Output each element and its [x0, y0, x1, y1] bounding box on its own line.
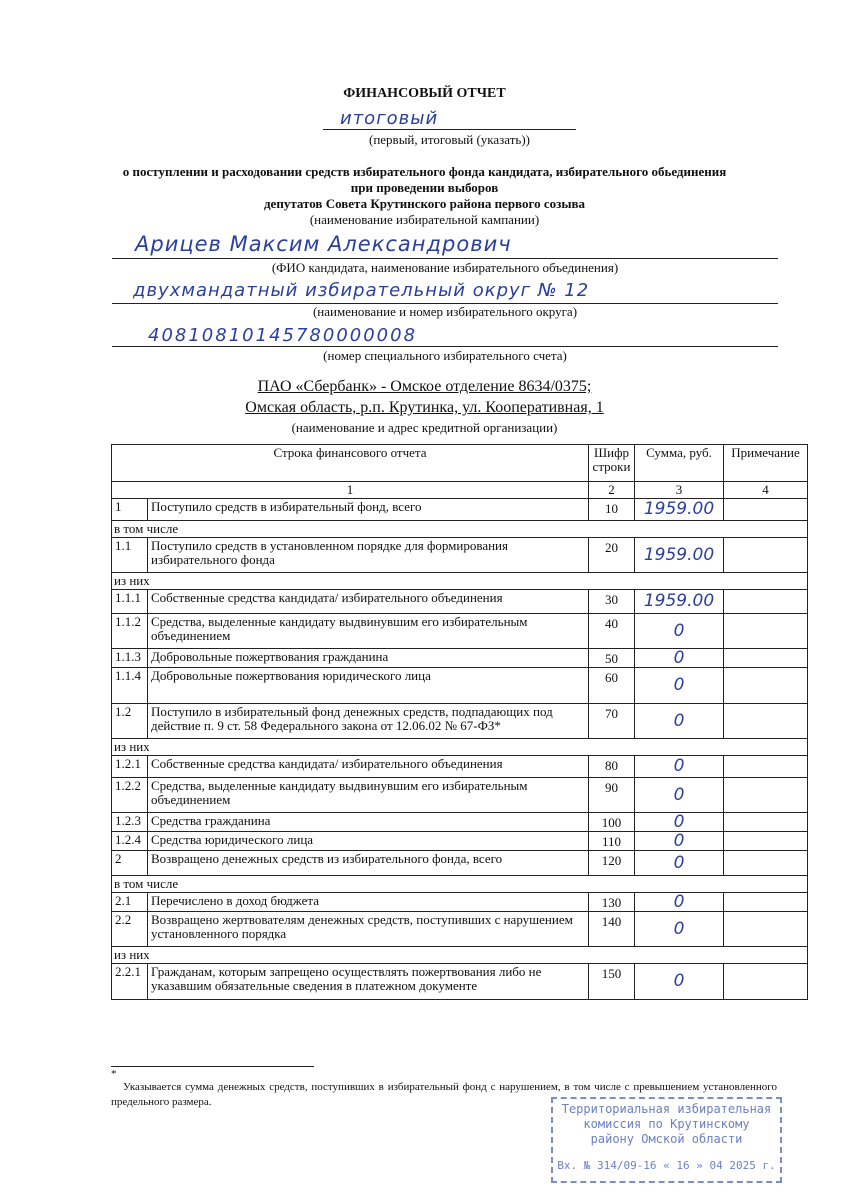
row-note [724, 538, 808, 573]
row-note [724, 832, 808, 851]
header-row-label: Строка финансового отчета [112, 445, 589, 482]
row-label: Возвращено жертвователям денежных средств, поступивших с нарушением установленного порядка [148, 912, 589, 947]
bank-address: Омская область, р.п. Крутинка, ул. Кооперативная, 1 [245, 399, 604, 416]
row-note [724, 813, 808, 832]
handwritten-sum: 1959.00 [643, 499, 715, 519]
row-note [724, 778, 808, 813]
row-number: 1.2.2 [112, 778, 148, 813]
account-underline [112, 346, 778, 347]
table-row [112, 649, 808, 668]
table-row [112, 912, 808, 947]
table-row [112, 590, 808, 614]
row-label: Поступило средств в избирательный фонд, всего [148, 499, 589, 521]
row-code: 110 [589, 832, 635, 851]
row-label: Перечислено в доход бюджета [148, 893, 589, 912]
account-caption: (номер специального избирательного счета) [323, 348, 567, 363]
row-sum [635, 614, 724, 649]
row-code: 20 [589, 538, 635, 573]
row-code: 140 [589, 912, 635, 947]
table-row [112, 756, 808, 778]
table-row [112, 704, 808, 739]
report-kind-underline [323, 129, 576, 130]
footnote-text: Указывается сумма денежных средств, поступивших в избирательный фонд с нарушением, в том числе с превышением установленного предельного размера. [111, 1081, 777, 1108]
handwritten-sum: 0 [673, 811, 685, 832]
section-label: из них [112, 947, 808, 964]
row-sum [635, 590, 724, 614]
index-cell-3: 3 [635, 482, 724, 499]
candidate-name-value: Арицев Максим Александрович [135, 232, 512, 256]
row-sum [635, 649, 724, 668]
row-number: 1 [112, 499, 148, 521]
row-label: Поступило средств в установленном порядке для формирования избирательного фонда [148, 538, 589, 573]
row-note [724, 851, 808, 876]
handwritten-sum: 1959.00 [643, 544, 715, 565]
header-note: Примечание [724, 445, 808, 482]
table-row [112, 614, 808, 649]
row-sum [635, 538, 724, 573]
row-note [724, 668, 808, 704]
row-number: 1.2 [112, 704, 148, 739]
row-label: Средства, выделенные кандидату выдвинувшим его избирательным объединением [148, 778, 589, 813]
row-code: 70 [589, 704, 635, 739]
stamp-line-4: Вх. № 314/09-16 « 16 » 04 2025 г. [557, 1159, 776, 1172]
row-number: 1.2.3 [112, 813, 148, 832]
handwritten-sum: 0 [673, 784, 685, 805]
row-sum [635, 893, 724, 912]
financial-report-table [111, 444, 808, 1000]
row-sum [635, 851, 724, 876]
subject-line-1: о поступлении и расходовании средств избирательного фонда кандидата, избирательного обьединения [122, 164, 727, 179]
row-number: 1.1.2 [112, 614, 148, 649]
table-section-row [112, 876, 808, 893]
row-sum [635, 499, 724, 521]
row-note [724, 704, 808, 739]
campaign-caption: (наименование избирательной кампании) [309, 212, 540, 227]
table-row [112, 778, 808, 813]
row-number: 1.1.3 [112, 649, 148, 668]
handwritten-sum: 0 [673, 852, 685, 873]
row-number: 1.1 [112, 538, 148, 573]
table-header-row [112, 445, 808, 482]
index-cell-2: 2 [589, 482, 635, 499]
row-label: Возвращено денежных средств из избирательного фонда, всего [148, 851, 589, 876]
row-note [724, 912, 808, 947]
subject-line-3: депутатов Совета Крутинского района первого созыва [263, 196, 585, 211]
table-row [112, 538, 808, 573]
stamp-line-2: комиссия по Крутинскому [583, 1117, 750, 1131]
index-cell-4: 4 [724, 482, 808, 499]
row-code: 60 [589, 668, 635, 704]
table-section-row [112, 947, 808, 964]
row-note [724, 499, 808, 521]
row-sum [635, 964, 724, 1000]
row-sum [635, 668, 724, 704]
footnote-separator [111, 1066, 314, 1067]
section-label: из них [112, 739, 808, 756]
handwritten-sum: 0 [673, 756, 685, 776]
row-sum [635, 704, 724, 739]
handwritten-sum: 0 [673, 620, 685, 641]
section-label: из них [112, 573, 808, 590]
handwritten-sum: 0 [673, 647, 685, 668]
row-sum [635, 756, 724, 778]
row-number: 2.2 [112, 912, 148, 947]
row-code: 80 [589, 756, 635, 778]
row-label: Поступило в избирательный фонд денежных средств, подпадающих под действие п. 9 ст. 58 Федерального закона от 12.06.02 № 67-ФЗ* [148, 704, 589, 739]
row-label: Гражданам, которым запрещено осуществлять пожертвования либо не указавшим обязательные сведения в платежном документе [148, 964, 589, 1000]
row-label: Добровольные пожертвования гражданина [148, 649, 589, 668]
row-code: 50 [589, 649, 635, 668]
row-note [724, 964, 808, 1000]
header-sum: Сумма, руб. [635, 445, 724, 482]
row-note [724, 614, 808, 649]
row-label: Средства, выделенные кандидату выдвинувшим его избирательным объединением [148, 614, 589, 649]
candidate-caption: (ФИО кандидата, наименование избирательного объединения) [271, 260, 619, 275]
table-row [112, 499, 808, 521]
handwritten-sum: 0 [673, 891, 685, 912]
handwritten-sum: 0 [673, 710, 685, 731]
report-title: ФИНАНСОВЫЙ ОТЧЕТ [343, 86, 506, 101]
bank-name: ПАО «Сбербанк» - Омское отделение 8634/0375; [257, 378, 592, 395]
row-sum [635, 778, 724, 813]
registration-stamp [551, 1097, 782, 1183]
header-code: Шифр строки [589, 445, 635, 482]
table-row [112, 668, 808, 704]
row-number: 1.1.4 [112, 668, 148, 704]
row-code: 120 [589, 851, 635, 876]
table-row [112, 964, 808, 1000]
row-number: 1.2.1 [112, 756, 148, 778]
row-number: 2.2.1 [112, 964, 148, 1000]
table-section-row [112, 739, 808, 756]
row-sum [635, 832, 724, 851]
table-row [112, 832, 808, 851]
account-number-value: 40810810145780000008 [148, 325, 418, 346]
subject-line-2: при проведении выборов [350, 180, 499, 195]
row-code: 130 [589, 893, 635, 912]
district-value: двухмандатный избирательный округ № 12 [133, 280, 590, 301]
row-number: 2 [112, 851, 148, 876]
handwritten-sum: 0 [673, 830, 685, 851]
row-note [724, 590, 808, 614]
section-label: в том числе [112, 876, 808, 893]
row-label: Средства юридического лица [148, 832, 589, 851]
row-label: Собственные средства кандидата/ избирательного объединения [148, 756, 589, 778]
table-section-row [112, 573, 808, 590]
row-note [724, 756, 808, 778]
footnote-mark: * [111, 1068, 117, 1080]
row-code: 40 [589, 614, 635, 649]
row-label: Собственные средства кандидата/ избирательного объединения [148, 590, 589, 614]
row-code: 100 [589, 813, 635, 832]
row-number: 1.2.4 [112, 832, 148, 851]
stamp-line-1: Территориальная избирательная [561, 1102, 772, 1116]
table-row [112, 893, 808, 912]
table-section-row [112, 521, 808, 538]
row-sum [635, 813, 724, 832]
section-label: в том числе [112, 521, 808, 538]
handwritten-sum: 0 [673, 971, 685, 991]
candidate-underline [112, 258, 778, 259]
handwritten-sum: 0 [673, 675, 685, 695]
row-code: 90 [589, 778, 635, 813]
table-index-row [112, 482, 808, 499]
stamp-line-3: району Омской области [590, 1132, 743, 1146]
report-kind-caption: (первый, итоговый (указать)) [369, 132, 530, 147]
bank-caption: (наименование и адрес кредитной организации) [291, 420, 558, 435]
table-row [112, 813, 808, 832]
row-number: 2.1 [112, 893, 148, 912]
handwritten-sum: 1959.00 [643, 591, 715, 611]
row-code: 30 [589, 590, 635, 614]
district-caption: (наименование и номер избирательного округа) [312, 304, 578, 319]
row-sum [635, 912, 724, 947]
table-row [112, 851, 808, 876]
row-code: 150 [589, 964, 635, 1000]
row-label: Добровольные пожертвования юридического лица [148, 668, 589, 704]
index-cell-1: 1 [112, 482, 589, 499]
report-kind-value: итоговый [340, 108, 439, 129]
row-code: 10 [589, 499, 635, 521]
row-note [724, 649, 808, 668]
row-label: Средства гражданина [148, 813, 589, 832]
row-note [724, 893, 808, 912]
row-number: 1.1.1 [112, 590, 148, 614]
handwritten-sum: 0 [673, 918, 685, 939]
